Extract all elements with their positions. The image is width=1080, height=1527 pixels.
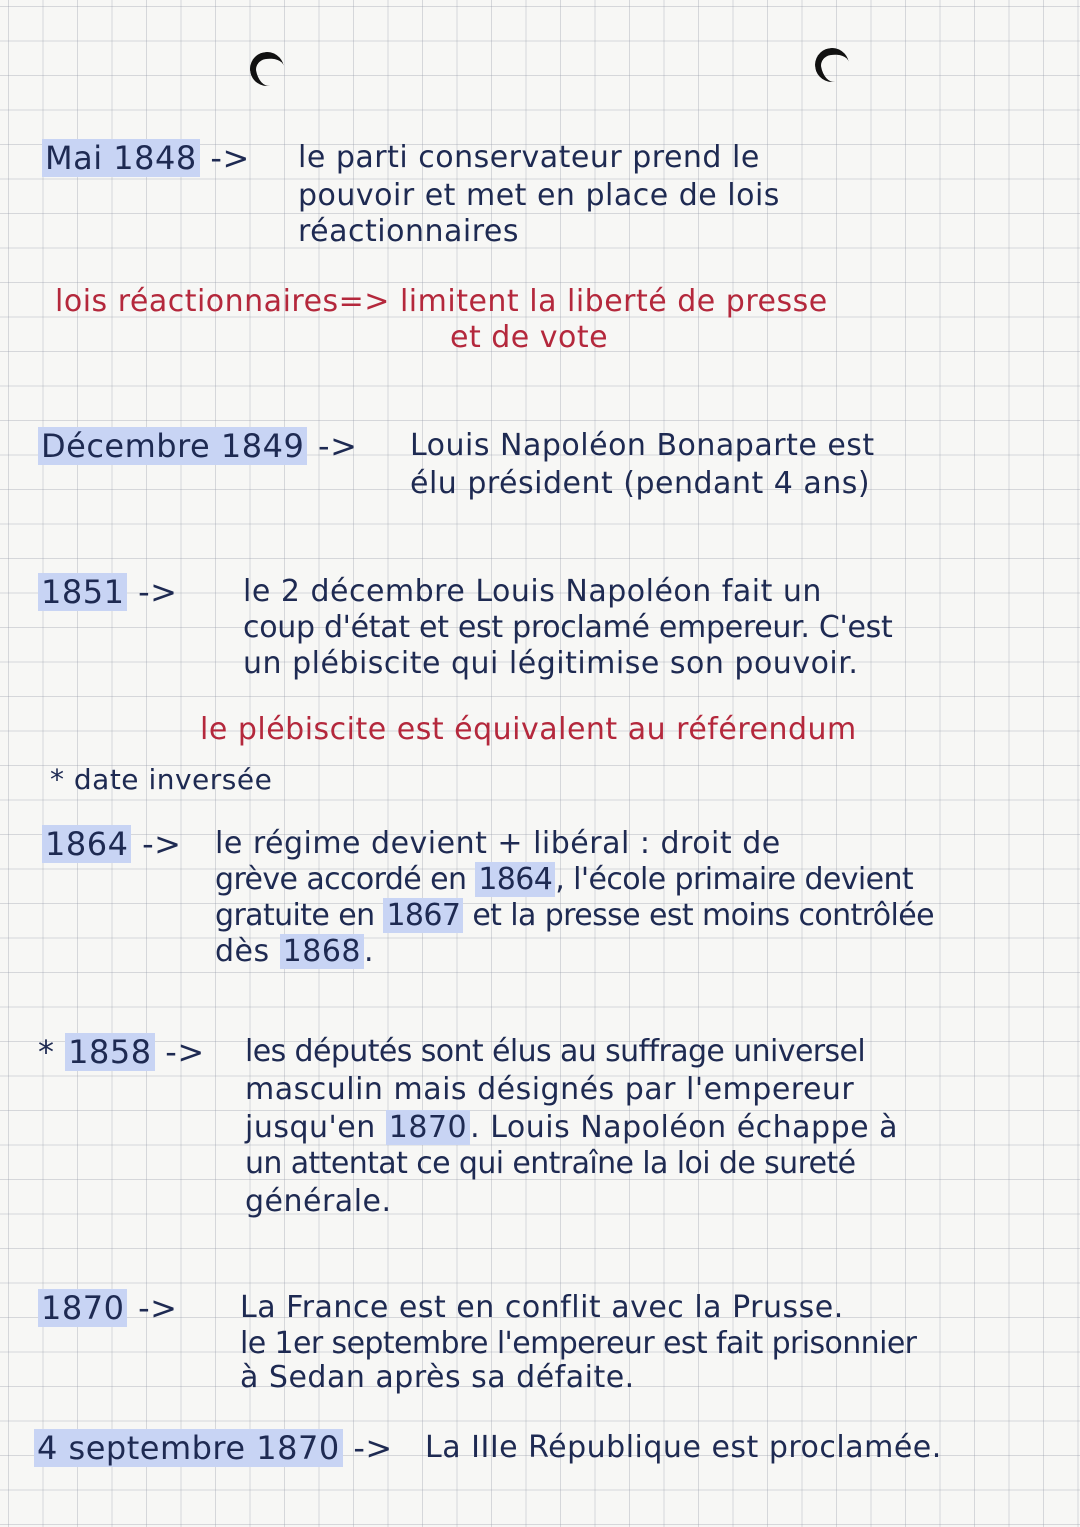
entry-date: 1864 -> bbox=[42, 826, 181, 862]
entry-text: générale. bbox=[245, 1184, 392, 1219]
entry-text: La France est en conflit avec la Prusse. bbox=[240, 1290, 844, 1325]
entry-text: réactionnaires bbox=[298, 214, 519, 249]
binder-hole-left bbox=[247, 49, 286, 88]
entry-text: grève accordé en 1864 , l'école primaire devient bbox=[215, 862, 914, 897]
note-definition: et de vote bbox=[450, 320, 609, 355]
entry-text: un attentat ce qui entraîne la loi de sureté bbox=[245, 1146, 856, 1181]
entry-text: les députés sont élus au suffrage universel bbox=[245, 1034, 866, 1069]
entry-text: élu président (pendant 4 ans) bbox=[410, 466, 871, 501]
entry-text: masculin mais désignés par l'empereur bbox=[245, 1072, 855, 1107]
entry-text: La IIIe République est proclamée. bbox=[425, 1430, 942, 1465]
entry-text: dès 1868 . bbox=[215, 934, 375, 969]
entry-text: le régime devient + libéral : droit de bbox=[215, 826, 781, 861]
binder-hole-right bbox=[812, 45, 851, 84]
entry-text: le parti conservateur prend le bbox=[298, 140, 760, 175]
note-definition: le plébiscite est équivalent au référendum bbox=[200, 712, 857, 747]
entry-date: 4 septembre 1870 -> bbox=[34, 1430, 393, 1466]
entry-text: le 1er septembre l'empereur est fait prisonnier bbox=[240, 1326, 917, 1361]
entry-text: jusqu'en 1870 . Louis Napoléon échappe à bbox=[245, 1110, 899, 1145]
entry-date: * 1858 -> bbox=[38, 1033, 205, 1071]
entry-text: pouvoir et met en place de lois bbox=[298, 178, 780, 213]
entry-text: gratuite en 1867 et la presse est moins contrôlée bbox=[215, 898, 934, 933]
entry-text: Louis Napoléon Bonaparte est bbox=[410, 428, 875, 463]
entry-text: coup d'état et est proclamé empereur. C'est bbox=[243, 610, 893, 645]
note-asterisk: * date inversée bbox=[50, 763, 273, 796]
note-definition: lois réactionnaires=> limitent la liberté de presse bbox=[55, 284, 828, 319]
entry-text: le 2 décembre Louis Napoléon fait un bbox=[243, 574, 822, 609]
entry-date: 1870 -> bbox=[38, 1290, 177, 1326]
entry-date: Décembre 1849 -> bbox=[38, 428, 357, 464]
entry-text: un plébiscite qui légitimise son pouvoir. bbox=[243, 646, 859, 681]
entry-date: 1851 -> bbox=[38, 574, 177, 610]
entry-date: Mai 1848 -> bbox=[42, 140, 250, 176]
entry-text: à Sedan après sa défaite. bbox=[240, 1360, 635, 1395]
